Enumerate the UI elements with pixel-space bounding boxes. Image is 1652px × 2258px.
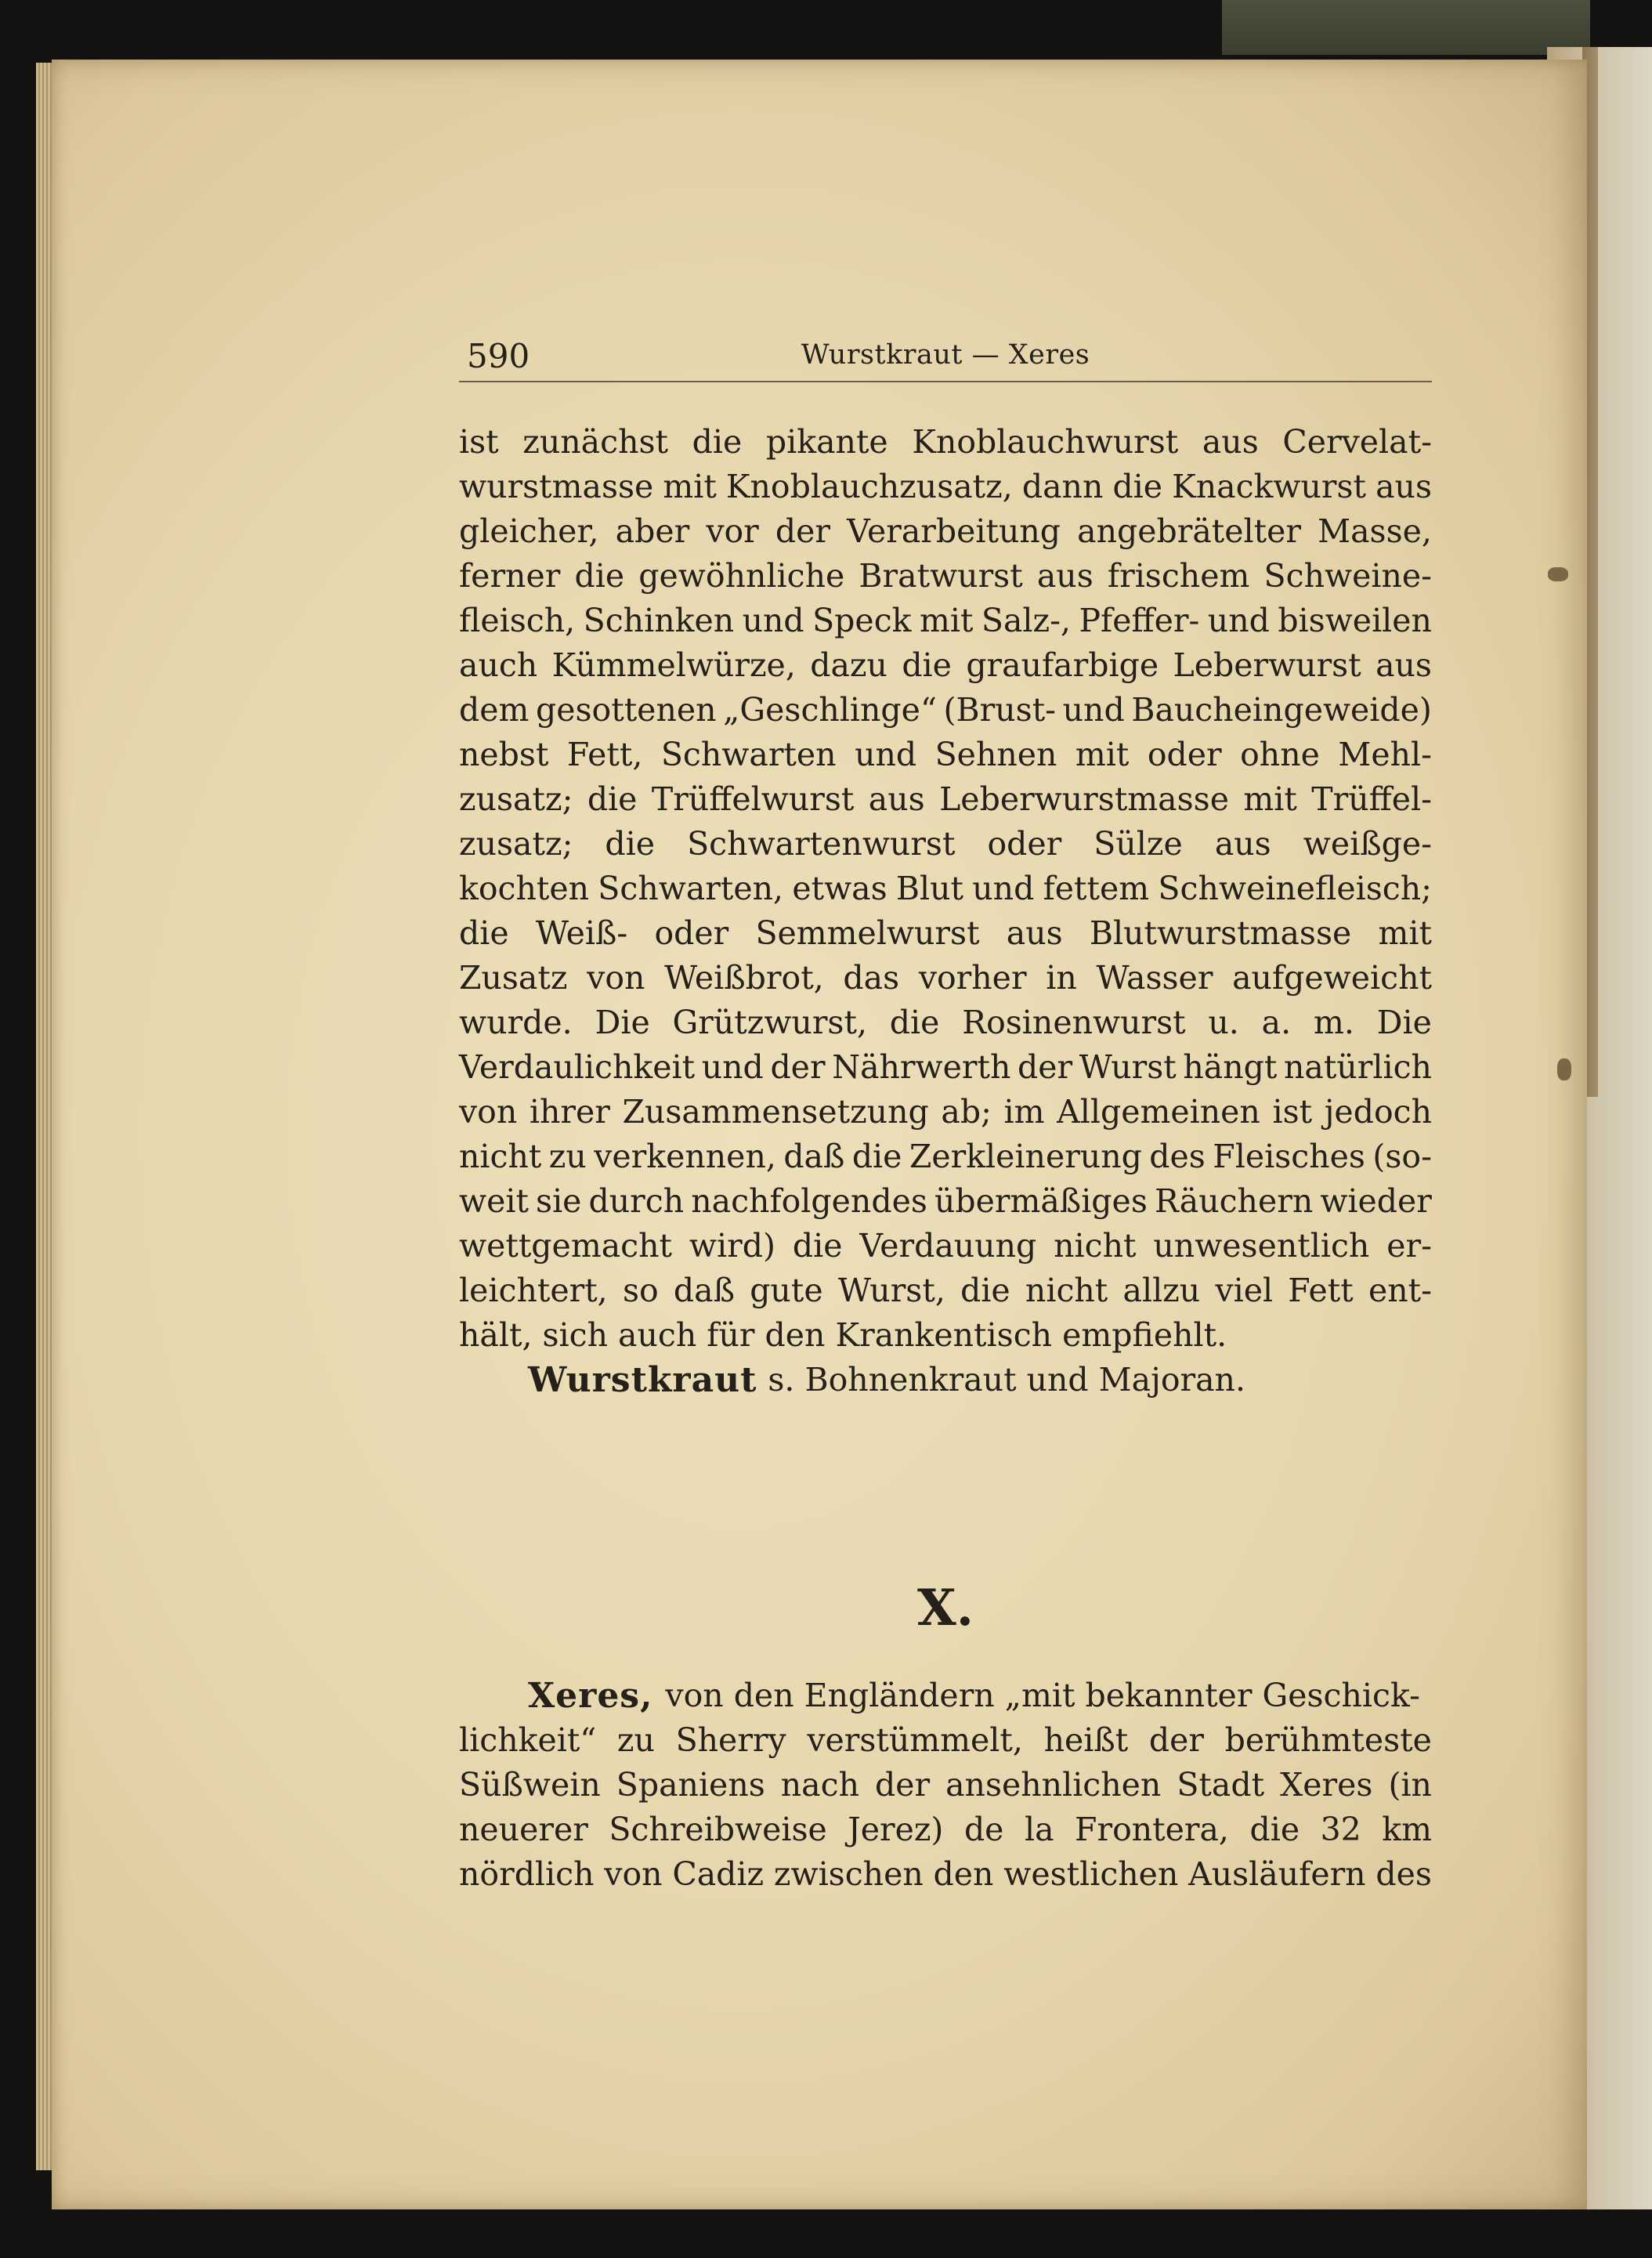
word: graufarbige (966, 646, 1159, 684)
word: bisweilen (1278, 602, 1432, 639)
word: und (742, 602, 804, 639)
word: Spaniens (616, 1766, 765, 1804)
word: nicht (1025, 1272, 1108, 1309)
word: nach (780, 1766, 859, 1804)
text-line (459, 1090, 1432, 1134)
text-line (459, 1718, 1432, 1763)
word: mit (663, 468, 717, 505)
word: aus (1375, 646, 1432, 684)
text-line (459, 777, 1432, 822)
word: Schreibweise (609, 1811, 827, 1848)
word: Knackwurst (1172, 468, 1367, 505)
word: Cervelat- (1282, 423, 1432, 461)
word: Allgemeinen (1057, 1093, 1260, 1131)
text-line (459, 1763, 1432, 1807)
word: ansehnlichen (945, 1766, 1162, 1804)
word: so (622, 1272, 659, 1309)
word: Weiß- (535, 914, 628, 952)
word: wettgemacht (459, 1227, 672, 1265)
word: Zerkleinerung (909, 1138, 1142, 1175)
word: m. (1313, 1004, 1354, 1041)
paper-blemish (1548, 567, 1568, 581)
word: in (1046, 959, 1077, 997)
text-line (459, 867, 1432, 911)
word: mit (1243, 780, 1297, 818)
word: Stadt (1177, 1766, 1265, 1804)
text-line (459, 822, 1432, 867)
main-text (459, 420, 1432, 1402)
word: er- (1386, 1227, 1432, 1265)
word: Wasser (1096, 959, 1213, 997)
word: der (775, 512, 830, 550)
word: vor (706, 512, 759, 550)
word: Speck (812, 602, 912, 639)
word: unwesentlich (1153, 1227, 1370, 1265)
text-line (459, 956, 1432, 1001)
word: Grützwurst, (672, 1004, 867, 1041)
word: ihrer (529, 1093, 610, 1131)
word: Wurst, (837, 1272, 945, 1309)
text-line (459, 1674, 1432, 1718)
word: ferner (459, 557, 561, 595)
word: zusatz; (459, 780, 573, 818)
word: (so- (1372, 1138, 1432, 1175)
running-head: Wurstkraut — Xeres (801, 339, 1090, 371)
word: dann (1021, 468, 1104, 505)
word: Fett (1288, 1272, 1354, 1309)
headword: Wurstkraut (528, 1360, 757, 1400)
text-line (459, 911, 1432, 956)
book-page (52, 60, 1587, 2209)
word: nicht (459, 1138, 542, 1175)
word: ist (1272, 1093, 1313, 1131)
word: dem (459, 691, 530, 729)
word: und (701, 1048, 764, 1086)
word: etwas (792, 870, 887, 907)
word: auch (459, 646, 538, 684)
word: oder (654, 914, 729, 952)
word: die (851, 1138, 902, 1175)
word: mit (919, 602, 974, 639)
text-line (459, 599, 1432, 643)
word: die (574, 557, 625, 595)
word: Sülze (1094, 825, 1183, 863)
word: gleicher, (459, 512, 599, 550)
word: die (1112, 468, 1163, 505)
word: sie (536, 1182, 582, 1220)
word: nachfolgendes (691, 1182, 927, 1220)
word: hängt (1183, 1048, 1278, 1086)
word: im (1003, 1093, 1045, 1131)
word: die (889, 1004, 940, 1041)
word: Wurst (1079, 1048, 1177, 1086)
word: Süßwein (459, 1766, 601, 1804)
word: von (459, 1093, 518, 1131)
word: Mehl- (1338, 736, 1432, 773)
word: frischem (1107, 557, 1250, 595)
word: aufgeweicht (1232, 959, 1432, 997)
word: Cadiz (672, 1855, 765, 1893)
word: Salz-, (981, 602, 1072, 639)
word: Knoblauchzusatz, (725, 468, 1013, 505)
word: Leberwurstmasse (939, 780, 1229, 818)
text-line (459, 1001, 1432, 1045)
word: gewöhnliche (638, 557, 845, 595)
text-line (459, 1807, 1432, 1852)
word: der (875, 1766, 931, 1804)
word: dazu (810, 646, 887, 684)
text-line (459, 465, 1432, 509)
word: aus (1202, 423, 1259, 461)
word: den (933, 1855, 994, 1893)
word: 32 (1320, 1811, 1361, 1848)
word: die (1249, 1811, 1300, 1848)
word: ohne (1240, 736, 1320, 773)
word: daß (673, 1272, 735, 1309)
word: zunächst (522, 423, 669, 461)
word: kochten (459, 870, 590, 907)
word: Trüffel- (1311, 780, 1432, 818)
word: wurde. (459, 1004, 573, 1041)
word: nebst (459, 736, 549, 773)
word: gute (750, 1272, 823, 1309)
word: der (1148, 1721, 1204, 1759)
word: nicht (1054, 1227, 1137, 1265)
word: mit (1378, 914, 1432, 952)
word: Schweinefleisch; (1158, 870, 1432, 907)
word: verstümmelt, (807, 1721, 1023, 1759)
word: Schwarten, (598, 870, 784, 907)
word: der (770, 1048, 826, 1086)
word: fettem (1043, 870, 1150, 907)
word: a. (1261, 1004, 1292, 1041)
word: Pfeffer- (1079, 602, 1200, 639)
word: Nährwerth (832, 1048, 1011, 1086)
word: de (963, 1811, 1004, 1848)
word: „Geschlinge“ (723, 691, 937, 729)
word: Verdaulichkeit (459, 1048, 696, 1086)
word: natürlich (1284, 1048, 1432, 1086)
word: nördlich (459, 1855, 595, 1893)
text-line (459, 1134, 1432, 1179)
word: und (972, 870, 1035, 907)
word: und (1207, 602, 1270, 639)
headword: Xeres, (528, 1676, 653, 1716)
word: km (1382, 1811, 1432, 1848)
word: fleisch, (459, 602, 576, 639)
word: Masse, (1318, 512, 1432, 550)
word: mit (1075, 736, 1130, 773)
word: die (692, 423, 743, 461)
word: jedoch (1324, 1093, 1432, 1131)
cover-board-edge (1222, 0, 1590, 55)
word: aus (868, 780, 925, 818)
word: pikante (765, 423, 888, 461)
word: aus (1036, 557, 1094, 595)
word: gesottenen (536, 691, 717, 729)
word: Die (595, 1004, 650, 1041)
word: Blut (895, 870, 964, 907)
word: viel (1215, 1272, 1274, 1309)
word: westlichen (1003, 1855, 1179, 1893)
text-line-content: hält, sich auch für den Krankentisch empfiehlt. (459, 1316, 1227, 1354)
word: die (960, 1272, 1010, 1309)
word: Rosinenwurst (962, 1004, 1186, 1041)
word: das (843, 959, 900, 997)
entry-text: s. Bohnenkraut und Majoran. (768, 1361, 1245, 1399)
word: Kümmelwürze, (551, 646, 796, 684)
word: allzu (1122, 1272, 1201, 1309)
text-line (459, 1045, 1432, 1090)
word: Blutwurstmasse (1089, 914, 1352, 952)
word: die (587, 780, 638, 818)
paper-blemish (1557, 1058, 1571, 1080)
word: Schweine- (1263, 557, 1432, 595)
word: Ausläufern (1188, 1855, 1366, 1893)
word: Semmelwurst (755, 914, 980, 952)
word: u. (1208, 1004, 1239, 1041)
xeres-entry (459, 1674, 1432, 1897)
word: lichkeit“ (459, 1721, 597, 1759)
word: (Brust- (943, 691, 1057, 729)
word: der (1018, 1048, 1073, 1086)
word: Jerez) (848, 1811, 944, 1848)
text-line (459, 420, 1432, 465)
word: wurstmasse (459, 468, 654, 505)
word: Fleisches (1213, 1138, 1365, 1175)
text-line (459, 643, 1432, 688)
word: Zusatz (459, 959, 568, 997)
word: zusatz; (459, 825, 573, 863)
word: Frontera, (1075, 1811, 1229, 1848)
word: übermäßiges (934, 1182, 1148, 1220)
text-line (459, 1224, 1432, 1268)
word: ist (459, 423, 499, 461)
word: wird) (689, 1227, 775, 1265)
word: Fett, (566, 736, 643, 773)
word: aus (1214, 825, 1271, 863)
word: oder (1147, 736, 1222, 773)
entry-wurstkraut (459, 1358, 1432, 1402)
word: Baucheingeweide) (1131, 691, 1432, 729)
word: ent- (1368, 1272, 1432, 1309)
word: die (792, 1227, 843, 1265)
page-number: 590 (467, 337, 530, 375)
word: die (459, 914, 509, 952)
word: (in (1388, 1766, 1432, 1804)
word: des (1149, 1138, 1206, 1175)
text-line (459, 1268, 1432, 1313)
word: Bratwurst (859, 557, 1023, 595)
word: Schwarten (660, 736, 837, 773)
word: aber (615, 512, 690, 550)
word: aus (1375, 468, 1432, 505)
text-line (459, 1179, 1432, 1224)
text-line (459, 554, 1432, 599)
word: Verarbeitung (847, 512, 1061, 550)
text-line (459, 733, 1432, 777)
word: ab; (941, 1093, 992, 1131)
text-line (459, 1852, 1432, 1897)
text-line-content: von den Engländern „mit bekannter Geschick- (665, 1677, 1420, 1714)
word: Räuchern (1154, 1182, 1314, 1220)
text-line (459, 1313, 1432, 1358)
section-letter: X. (917, 1579, 974, 1637)
word: zu (548, 1138, 587, 1175)
word: die (902, 646, 952, 684)
word: weit (459, 1182, 529, 1220)
word: die (605, 825, 656, 863)
word: von (604, 1855, 663, 1893)
text-line (459, 509, 1432, 554)
word: Leberwurst (1173, 646, 1361, 684)
word: Schinken (583, 602, 735, 639)
word: weißge- (1303, 825, 1432, 863)
word: Xeres (1280, 1766, 1373, 1804)
word: Trüffelwurst (651, 780, 855, 818)
word: Knoblauchwurst (912, 423, 1179, 461)
word: Zusammensetzung (622, 1093, 929, 1131)
head-rule (459, 381, 1432, 382)
word: Sehnen (934, 736, 1057, 773)
word: oder (987, 825, 1062, 863)
word: daß (783, 1138, 845, 1175)
word: Die (1376, 1004, 1432, 1041)
word: heißt (1043, 1721, 1129, 1759)
word: leichtert, (459, 1272, 608, 1309)
word: zu (616, 1721, 655, 1759)
word: Schwartenwurst (687, 825, 956, 863)
word: vorher (918, 959, 1027, 997)
word: durch (588, 1182, 685, 1220)
text-line (459, 688, 1432, 733)
word: verkennen, (594, 1138, 776, 1175)
word: Sherry (675, 1721, 786, 1759)
word: la (1024, 1811, 1054, 1848)
word: wieder (1320, 1182, 1432, 1220)
word: berühmteste (1224, 1721, 1432, 1759)
word: zwischen (773, 1855, 924, 1893)
word: und (855, 736, 917, 773)
word: von (587, 959, 645, 997)
word: aus (1006, 914, 1063, 952)
word: Verdauung (859, 1227, 1037, 1265)
word: neuerer (459, 1811, 588, 1848)
word: und (1062, 691, 1125, 729)
word: Weißbrot, (664, 959, 824, 997)
word: angebrätelter (1077, 512, 1301, 550)
word: des (1375, 1855, 1432, 1893)
